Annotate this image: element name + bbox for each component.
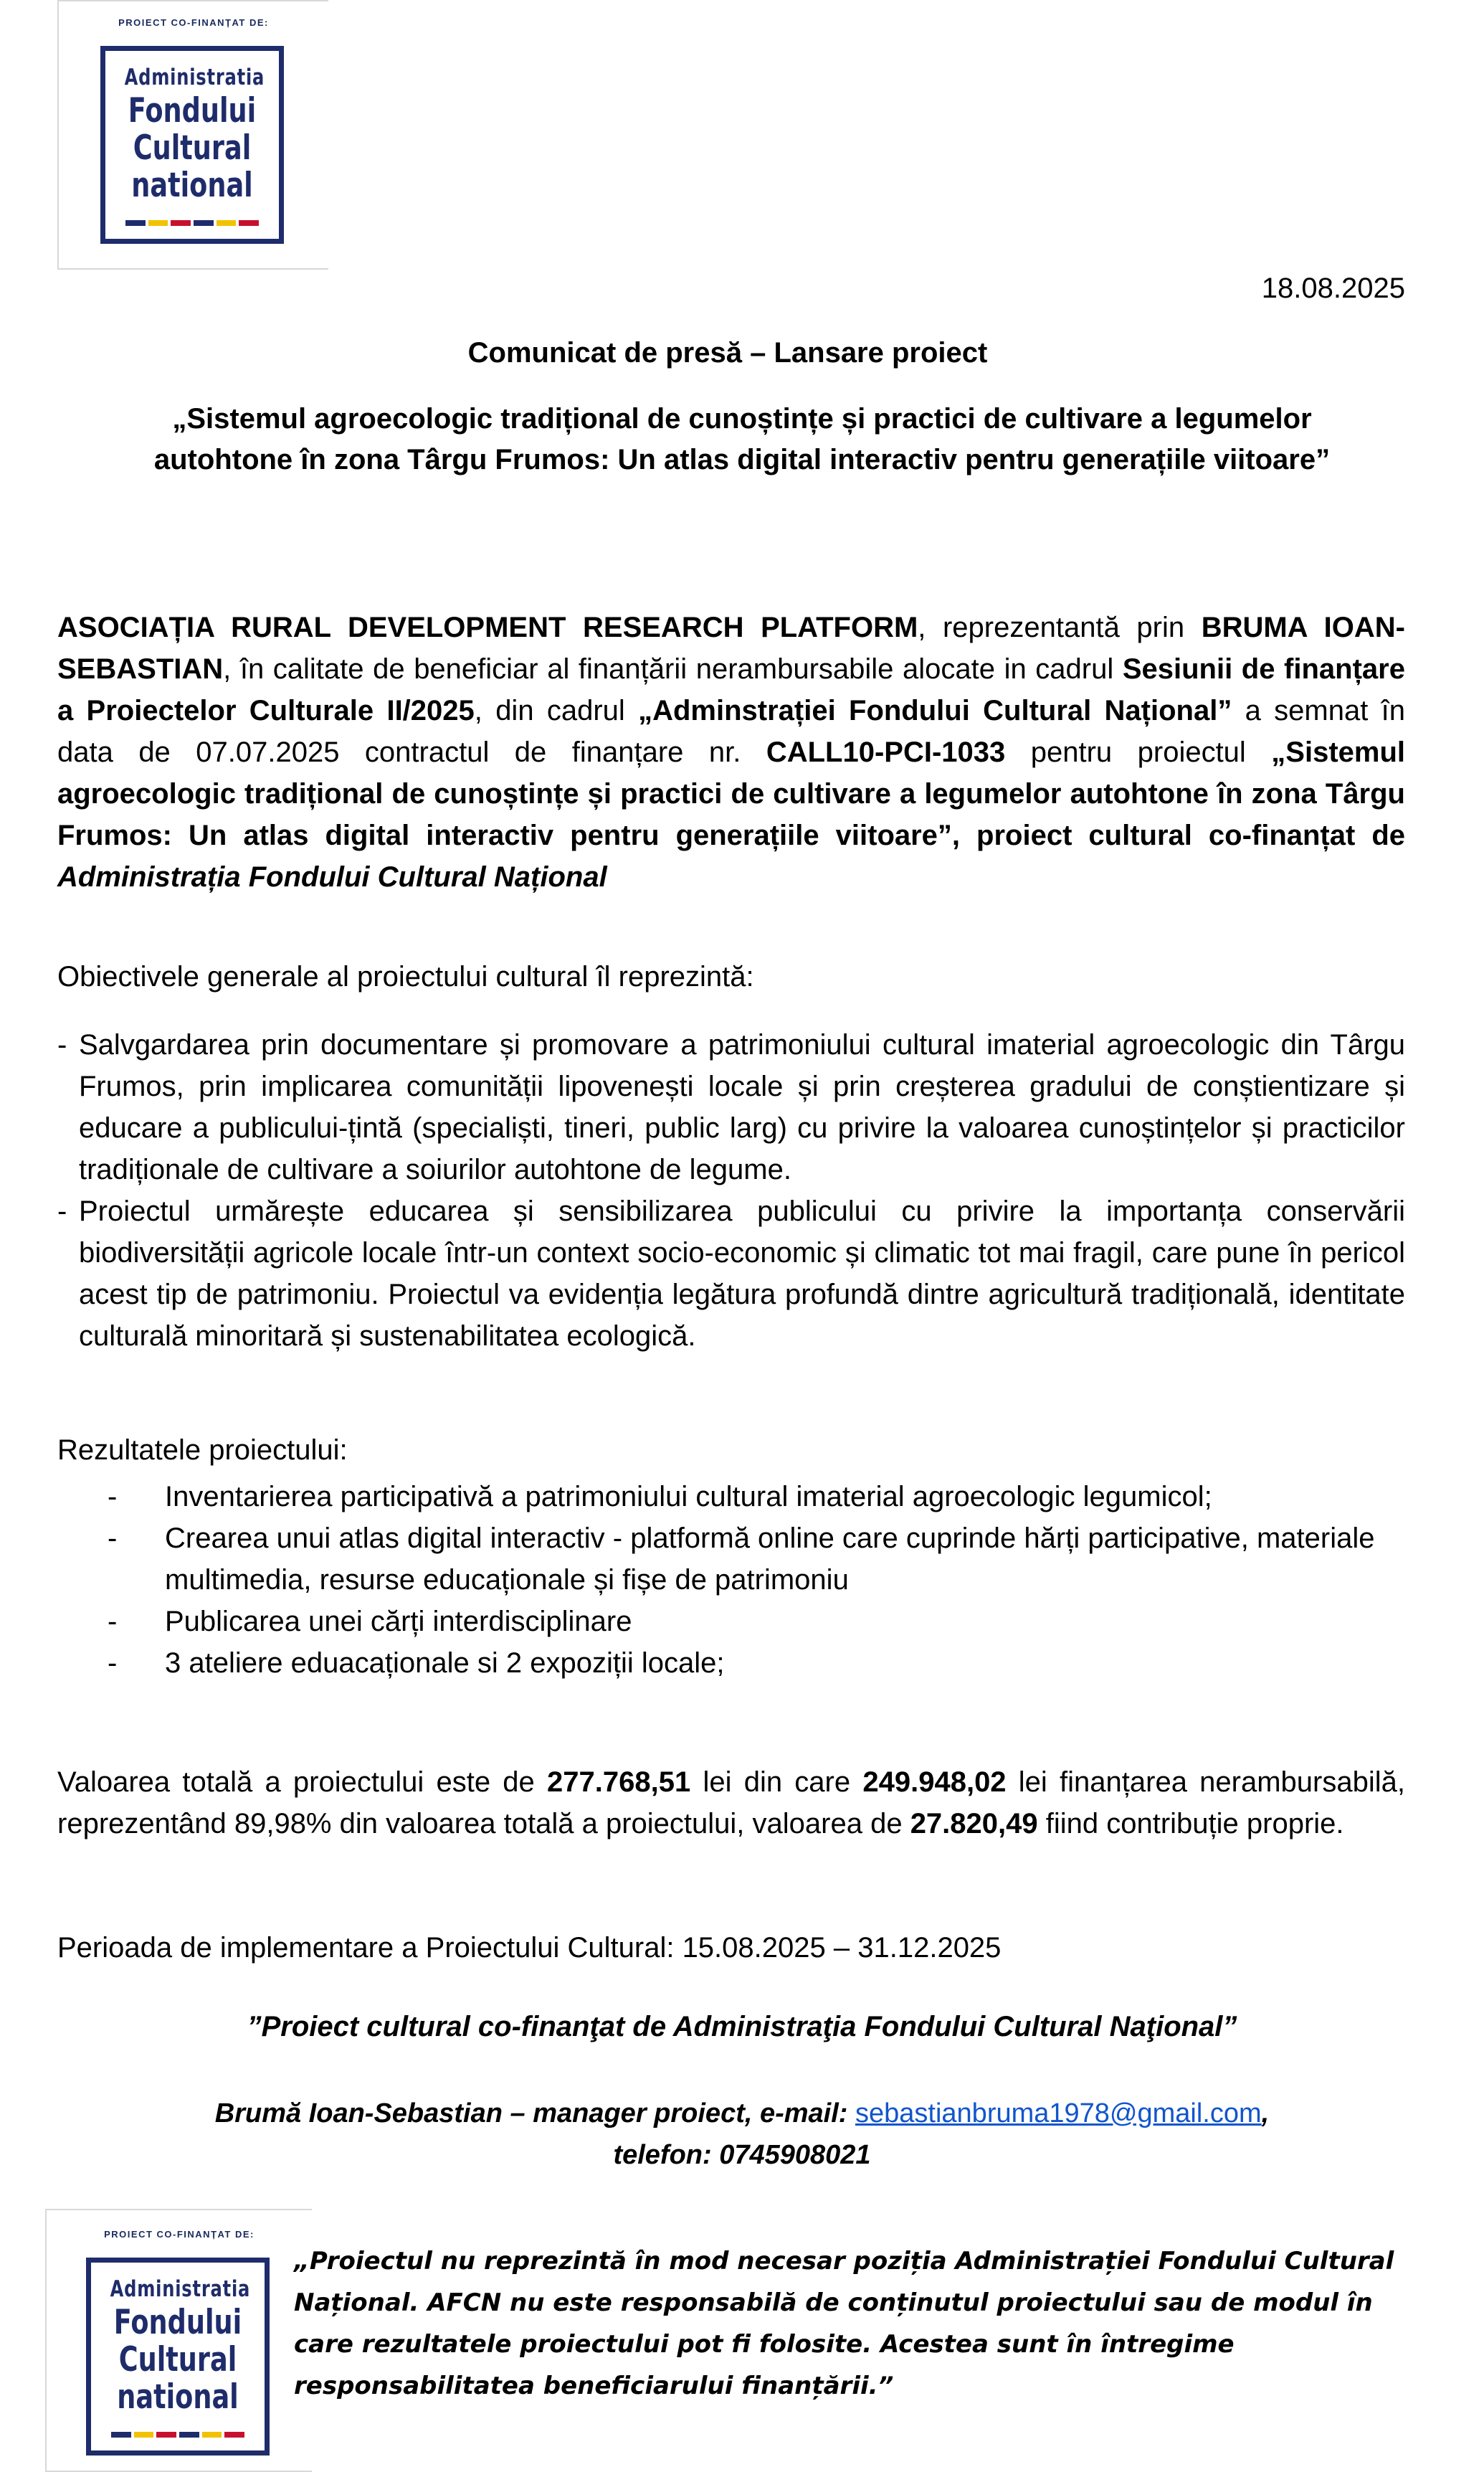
- result-text: Inventarierea participativă a patrimoniului cultural imaterial agroecologic legumicol;: [165, 1481, 1212, 1512]
- list-item: - Crearea unui atlas digital interactiv - platformă online care cuprinde hărți participative, materiale multimedia, resurse educaționale și fișe de patrimoniu: [108, 1522, 1375, 1596]
- logo-frame: [100, 46, 284, 244]
- logo-stripes: [125, 220, 259, 226]
- result-text: Crearea unui atlas digital interactiv - platformă online care cuprinde hărți participative, materiale multimedia, resurse educaționale și fișe de patrimoniu: [165, 1522, 1375, 1596]
- cofinanced-statement: ”Proiect cultural co-finanţat de Administraţia Fondului Cultural Naţional”: [247, 2011, 1237, 2042]
- cofunder-name: Administrația Fondului Cultural Național: [57, 861, 607, 893]
- intro-text: pentru proiectul: [1005, 737, 1272, 768]
- afcn-logo-bottom: [45, 2209, 312, 2472]
- contract-number: CALL10-PCI-1033: [766, 737, 1006, 768]
- value-text: fiind contribuție proprie.: [1037, 1808, 1344, 1839]
- intro-text: , din cadrul: [474, 695, 639, 726]
- list-item: - 3 ateliere eduacaționale si 2 expoziții locale;: [108, 1647, 725, 1679]
- total-value: 277.768,51: [547, 1766, 691, 1798]
- phone-line: telefon: 0745908021: [613, 2140, 871, 2170]
- value-text: lei finanțarea nerambursabilă, reprezentând 89,98% din valoarea totală a proiectului, valoarea de: [57, 1766, 1405, 1839]
- results-heading: Rezultatele proiectului:: [57, 1434, 348, 1466]
- intro-text: , în calitate de beneficiar al finanțării nerambursabile alocate in cadrul: [223, 653, 1123, 685]
- project-title: „Sistemul agroecologic tradițional de cunoștințe și practici de cultivare a legumelor autohtone în zona Târgu Frumos: Un atlas digital interactiv pentru generațiile viitoare”: [153, 403, 1331, 475]
- objective-text: Salvgardarea prin documentare și promovare a patrimoniului cultural imaterial agroecologic din Târgu Frumos, prin implicarea comunității lipovenești locale și prin creșterea gradului de conștientizare și educare a publicului-țintă (specialiști, tineri, public larg) cu privire la valoarea cunoștințelor și practicilor tradiționale de cultivare a soiurilor autohtone de legume.: [79, 1029, 1405, 1185]
- logo-line-3: Cultural: [133, 128, 252, 168]
- list-item: - Salvgardarea prin documentare și promovare a patrimoniului cultural imaterial agroecologic din Târgu Frumos, prin implicarea comunității lipovenești locale și prin creșterea gradului de conștientizare și educare a publicului-țintă (specialiști, tineri, public larg) cu privire la valoarea cunoștințelor și practicilor tradiționale de cultivare a soiurilor autohtone de legume.: [57, 1029, 1405, 1185]
- grant-value: 249.948,02: [862, 1766, 1007, 1798]
- logo-stripes: [111, 2432, 244, 2438]
- value-paragraph: [57, 1761, 1405, 1844]
- press-title: Comunicat de presă – Lansare proiect: [467, 337, 988, 369]
- logo-line-1: Administratia: [124, 65, 265, 90]
- contact-block: [0, 2093, 1484, 2176]
- intro-text: a semnat în data de 07.07.2025 contractul de finanțare nr.: [57, 695, 1406, 768]
- logo-caption: PROIECT CO-FINANȚAT DE:: [104, 2229, 255, 2240]
- project-name-inline: „Sistemul agroecologic tradițional de cunoștințe și practici de cultivare a legumelor autohtone în zona Târgu Frumos: Un atlas digital interactiv pentru generațiile viitoare”, proiect cultural co-finanțat de: [57, 737, 1405, 851]
- logo-line-4: national: [131, 166, 253, 205]
- disclaimer: „Proiectul nu reprezintă în mod necesar poziția Administrației Fondului Cultural Național. AFCN nu este responsabilă de conținutul proiectului sau de modul în care rezultatele proiectului pot fi folosite. Acestea sunt în întregime responsabilitatea beneficiarului finanțării.”: [294, 2247, 1394, 2400]
- representative: BRUMA IOAN-SEBASTIAN: [57, 612, 1405, 685]
- objective-text: Proiectul urmărește educarea și sensibilizarea publicului cu privire la importanța conservării biodiversității agricole locale într-un context socio-economic și climatic tot mai fragil, care pune în pericol acest tip de patrimoniu. Proiectul va evidenția legătura profundă dintre agricultură tradițională, identitate culturală minoritară și sustenabilitatea ecologică.: [79, 1195, 1405, 1352]
- org-name: ASOCIAȚIA RURAL DEVELOPMENT RESEARCH PLATFORM: [57, 612, 918, 643]
- date: 18.08.2025: [1261, 273, 1405, 304]
- logo-line-2: Fondului: [128, 91, 257, 131]
- manager-line: Brumă Ioan-Sebastian – manager proiect, e-mail:: [214, 2098, 856, 2128]
- email-link[interactable]: sebastianbruma1978@gmail.com: [855, 2098, 1262, 2128]
- result-text: 3 ateliere eduacaționale si 2 expoziții locale;: [165, 1647, 725, 1679]
- own-contribution: 27.820,49: [910, 1808, 1038, 1839]
- comma: ,: [1261, 2098, 1270, 2128]
- intro-text: , reprezentantă prin: [918, 612, 1202, 643]
- value-text: Valoarea totală a proiectului este de: [57, 1766, 548, 1798]
- result-text: Publicarea unei cărți interdisciplinare: [165, 1606, 632, 1637]
- list-item: - Inventarierea participativă a patrimoniului cultural imaterial agroecologic legumicol;: [108, 1481, 1212, 1512]
- objectives-list: [57, 1024, 1405, 1357]
- logo-caption: PROIECT CO-FINANȚAT DE:: [118, 17, 269, 28]
- logo-line-1: Administratia: [110, 2276, 251, 2302]
- logo-line-4: national: [117, 2377, 239, 2417]
- funding-session: Sesiunii de finanțare a Proiectelor Culturale II/2025: [57, 653, 1405, 726]
- logo-line-3: Cultural: [118, 2340, 237, 2379]
- afcn-logo-top: [57, 0, 328, 270]
- logo-frame: [86, 2258, 270, 2456]
- intro-paragraph: [57, 607, 1405, 898]
- list-item: - Proiectul urmărește educarea și sensibilizarea publicului cu privire la importanța conservării biodiversității agricole locale într-un context socio-economic și climatic tot mai fragil, care pune în pericol acest tip de patrimoniu. Proiectul va evidenția legătura profundă dintre agricultură tradițională, identitate culturală minoritară și sustenabilitatea ecologică.: [57, 1195, 1405, 1352]
- objectives-heading: Obiectivele generale al proiectului cultural îl reprezintă:: [57, 961, 754, 993]
- administration-name: „Adminstrației Fondului Cultural Național”: [638, 695, 1232, 726]
- logo-line-2: Fondului: [113, 2303, 242, 2342]
- list-item: - Publicarea unei cărți interdisciplinare: [108, 1606, 632, 1637]
- implementation-period: Perioada de implementare a Proiectului Cultural: 15.08.2025 – 31.12.2025: [57, 1932, 1002, 1964]
- value-text: lei din care: [690, 1766, 863, 1798]
- results-list: [108, 1476, 1398, 1684]
